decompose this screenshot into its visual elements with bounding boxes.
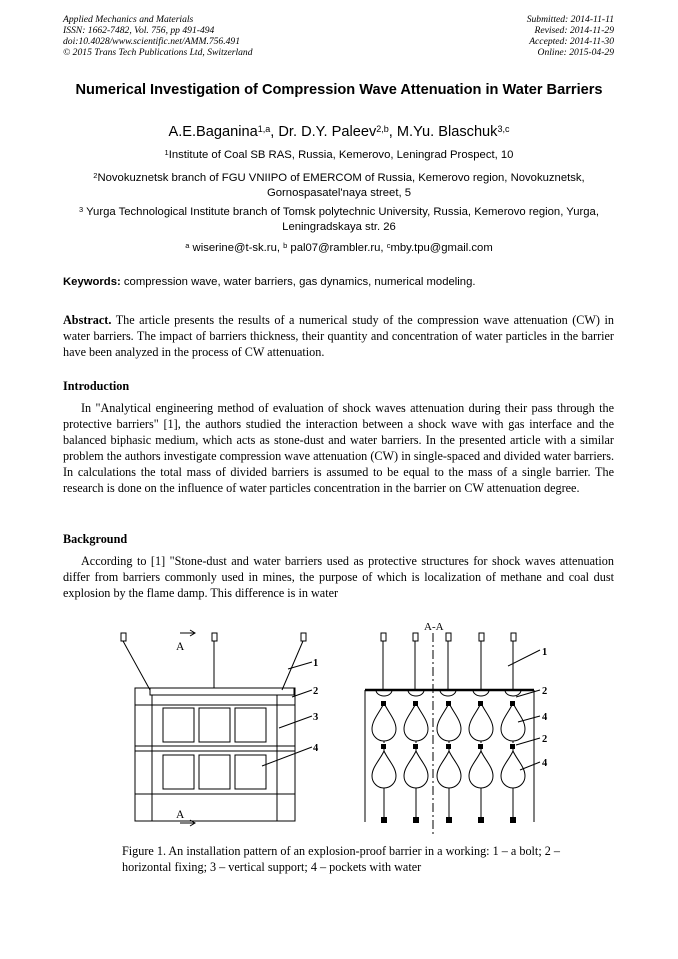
section-view: [365, 633, 540, 835]
horizontal-fixing-top: [150, 688, 294, 695]
water-pocket: [199, 755, 230, 789]
bolt: [301, 633, 306, 641]
journal-name: Applied Mechanics and Materials: [63, 14, 194, 25]
section-label-a-bottom: A: [176, 809, 185, 821]
callout-label: 1: [313, 658, 319, 669]
author-sup: 1,a: [257, 124, 271, 134]
water-pocket: [235, 755, 266, 789]
water-pocket: [163, 755, 194, 789]
bolt: [212, 633, 217, 641]
keywords-text: compression wave, water barriers, gas dynamics, numerical modeling.: [120, 276, 476, 288]
background-heading: Background: [63, 532, 128, 546]
copyright-line: © 2015 Trans Tech Publications Ltd, Switzerland: [63, 47, 253, 58]
revised-date: Revised: 2014-11-29: [534, 25, 614, 36]
callout-label: 2: [542, 734, 548, 745]
email-sup: a: [185, 241, 190, 250]
author-separator: ,: [388, 124, 397, 140]
keywords-label: Keywords:: [63, 276, 121, 288]
affiliation-2: [56, 171, 622, 200]
abstract: [63, 313, 614, 361]
email-sup: b: [283, 241, 288, 250]
callout-label: 4: [542, 758, 548, 769]
email-text[interactable]: wiserine@t-sk.ru,: [189, 242, 284, 254]
figure-1-diagram: [0, 615, 678, 840]
front-view: [121, 630, 312, 826]
lower-water-pockets: [372, 751, 525, 788]
section-label-a-top: A: [176, 641, 185, 653]
upper-water-pockets: [372, 703, 525, 741]
water-pocket: [235, 708, 266, 742]
email-sup: c: [386, 241, 391, 250]
author-sup: 3,c: [497, 124, 510, 134]
callout-label: 4: [313, 743, 319, 754]
water-pocket: [163, 708, 194, 742]
author-separator: ,: [270, 124, 279, 140]
affiliation-text: Novokuznetsk branch of FGU VNIIPO of EMERCOM of Russia, Kemerovo region, Novokuznetsk, Gornospasatel'naya street, 5: [97, 172, 585, 199]
water-pocket: [199, 708, 230, 742]
affiliation-sup: 2: [93, 171, 98, 180]
affiliation-sup: 3: [79, 205, 84, 214]
background-body: [63, 554, 614, 602]
author-list: [0, 123, 678, 141]
affiliation-text: Yurga Technological Institute branch of Tomsk polytechnic University, Russia, Kemerovo region, Yurga, Leningradskaya str. 26: [83, 206, 599, 233]
abstract-label: Abstract.: [63, 313, 112, 327]
callout-label: 4: [542, 712, 548, 723]
callout-label: 2: [313, 686, 319, 697]
journal-header-left: [63, 14, 253, 58]
affiliation-3: [56, 205, 622, 234]
author-name: Dr. D.Y. Paleev: [278, 124, 377, 140]
bolt: [121, 633, 126, 641]
introduction-body: [63, 401, 614, 496]
callout-label: 2: [542, 686, 548, 697]
background-paragraph: According to [1] "Stone-dust and water barriers used as protective structures for shock waves attenuation differ from barriers commonly used in mines, the purpose of which is localization of methane and coal dust explosion by the flame damp. This difference is in water: [63, 554, 614, 600]
accepted-date: Accepted: 2014-11-30: [529, 36, 614, 47]
journal-header-right: [527, 14, 614, 58]
affiliation-sup: 1: [164, 148, 169, 157]
callout-label: 1: [542, 647, 548, 658]
affiliation-1: [56, 148, 622, 163]
callout-label: 3: [313, 712, 319, 723]
doi-line: doi:10.4028/www.scientific.net/AMM.756.491: [63, 36, 241, 47]
abstract-text: The article presents the results of a numerical study of the compression wave attenuation (CW) in water barriers. The impact of barriers thickness, their quantity and concentration of water particles in the barrier have been analyzed in the process of CW attenuation.: [63, 313, 614, 359]
introduction-heading: Introduction: [63, 379, 130, 393]
author-name: M.Yu. Blaschuk: [396, 124, 498, 140]
section-label-aa: A-A: [424, 621, 444, 633]
figure-caption: Figure 1. An installation pattern of an explosion-proof barrier in a working: 1 – a bolt; 2 – horizontal fixing; 3 – vertical support; 4 – pockets with water: [122, 844, 560, 874]
author-sup: 2,b: [376, 124, 389, 134]
issn-line: ISSN: 1662-7482, Vol. 756, pp 491-494: [63, 25, 215, 36]
author-name: A.E.Baganina: [168, 124, 258, 140]
introduction-paragraph: In "Analytical engineering method of evaluation of shock waves attenuation during their pass through the protective barriers" [1], the authors studied the interaction between a shock wave with gas interface and the balanced biphasic medium, which acts as stone-dust and water barriers. In the presented article with a similar problem the authors investigate compression wave attenuation (CW) in single-spaced and divided water barriers. In calculations the total mass of divided barriers is assumed to be equal to the mass of a single barrier. The research is done on the influence of water particles concentration in the barrier on CW attenuation degree.: [63, 401, 614, 495]
paper-title: Numerical Investigation of Compression Wave Attenuation in Water Barriers: [75, 82, 603, 98]
keywords: [63, 276, 623, 288]
submitted-date: Submitted: 2014-11-11: [526, 14, 614, 25]
affiliation-text: Institute of Coal SB RAS, Russia, Kemerovo, Leningrad Prospect, 10: [168, 149, 514, 161]
email-line: [56, 241, 622, 256]
bolt-rods: [381, 633, 516, 690]
email-text[interactable]: pal07@rambler.ru,: [287, 242, 387, 254]
online-date: Online: 2015-04-29: [537, 47, 614, 58]
email-text[interactable]: mby.tpu@gmail.com: [390, 242, 493, 254]
